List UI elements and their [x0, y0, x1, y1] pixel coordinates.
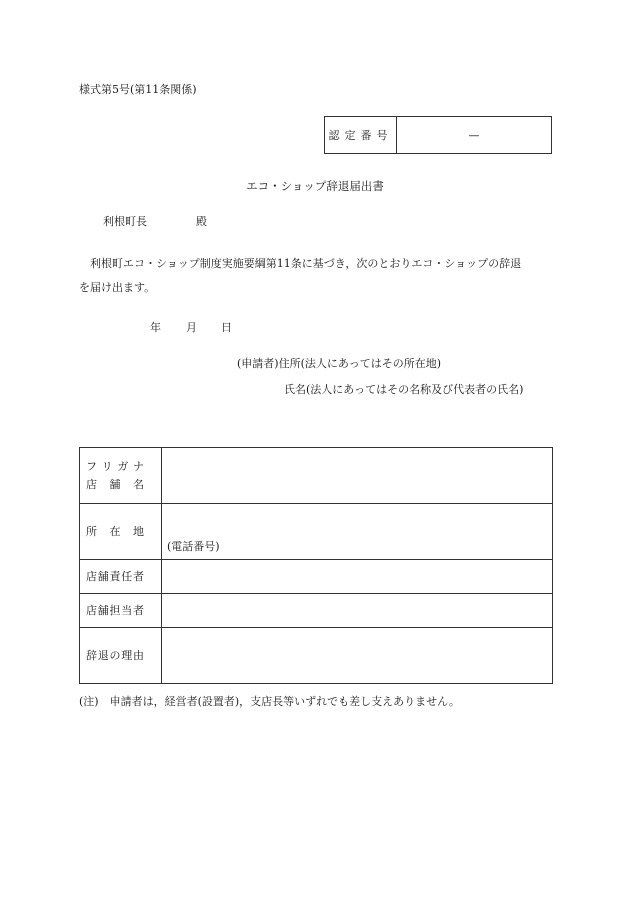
date-year-label: 年 — [150, 321, 161, 334]
store-name-field[interactable] — [162, 448, 553, 504]
date-month-label: 月 — [186, 321, 197, 334]
withdrawal-reason-label: 辞 退 の 理 由 — [86, 648, 144, 662]
addressee: 利根町長 — [103, 215, 147, 228]
form-number: 様式第5号(第11条関係) — [79, 83, 197, 96]
honorific: 殿 — [196, 215, 207, 228]
withdrawal-reason-field[interactable] — [162, 628, 553, 684]
store-name-row — [80, 448, 553, 504]
location-row — [80, 504, 553, 560]
store-name-label: 店 舗 名 — [86, 477, 144, 491]
store-name-label-cell — [80, 448, 162, 504]
store-manager-row — [80, 560, 553, 594]
date-day-label: 日 — [221, 321, 232, 334]
body-text-line-1: 利根町エコ・ショップ制度実施要綱第11条に基づき，次のとおりエコ・ショップの辞退 — [90, 257, 522, 270]
location-label-cell — [80, 504, 162, 560]
withdrawal-reason-row — [80, 628, 553, 684]
details-table — [79, 447, 553, 684]
phone-number-label: (電話番号) — [167, 539, 220, 553]
body-text-line-2: を届け出ます。 — [79, 281, 156, 294]
certification-number-label: 認定番号 — [325, 117, 397, 153]
withdrawal-reason-label-cell — [80, 628, 162, 684]
store-contact-label-cell — [80, 594, 162, 628]
location-field[interactable] — [162, 504, 553, 560]
certification-number-value[interactable]: — — [468, 128, 480, 142]
store-contact-row — [80, 594, 553, 628]
furigana-label: フ リ ガ ナ — [86, 459, 144, 473]
store-manager-field[interactable] — [162, 560, 553, 594]
applicant-name-label: 氏名(法人にあってはその名称及び代表者の氏名) — [284, 383, 524, 396]
store-manager-label: 店 舗 責 任 者 — [86, 569, 144, 583]
location-label: 所 在 地 — [86, 524, 144, 538]
applicant-address-label: (申請者)住所(法人にあってはその所在地) — [237, 357, 442, 370]
certification-number-box — [324, 116, 552, 154]
store-contact-field[interactable] — [162, 594, 553, 628]
document-title: エコ・ショップ辞退届出書 — [246, 179, 384, 193]
store-manager-label-cell — [80, 560, 162, 594]
store-contact-label: 店 舗 担 当 者 — [86, 603, 144, 617]
footnote: (注) 申請者は，経営者(設置者)，支店長等いずれでも差し支えありません。 — [79, 695, 460, 708]
